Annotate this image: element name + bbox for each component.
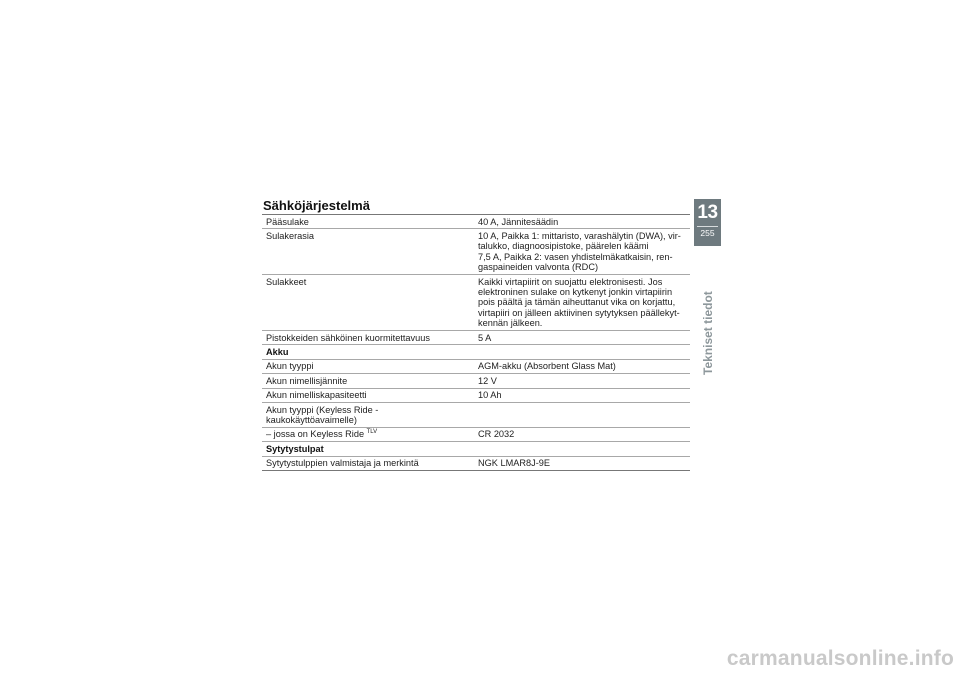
value-line: 5 A: [478, 332, 492, 343]
section-heading-row: [262, 345, 690, 359]
row-value: NGK LMAR8J-9E: [474, 456, 690, 470]
row-value: [474, 215, 690, 229]
row-value: 10 Ah: [474, 388, 690, 402]
badge-divider: [697, 226, 718, 227]
table-row: [262, 275, 690, 331]
watermark: carmanualsonline.info: [726, 647, 954, 670]
value-line: talukko, diagnoosipistoke, päärelen käämi: [478, 241, 649, 252]
row-key: Sulakkeet: [262, 275, 474, 331]
table-row: [262, 403, 690, 428]
row-key: [262, 427, 474, 441]
row-key: Akun tyyppi (Keyless Ride -kaukokäyttöavaimelle): [262, 403, 474, 428]
chapter-badge: [694, 199, 721, 246]
value-line: kennän jälkeen.: [478, 318, 543, 329]
value-line: pois päältä ja tämän aiheuttanut vika on korjattu,: [478, 297, 676, 308]
row-value: 12 V: [474, 374, 690, 388]
table-row: [262, 359, 690, 373]
tlv-superscript: TLV: [366, 429, 378, 436]
value-line: elektroninen sulake on kytkenyt jonkin virtapiirin: [478, 286, 673, 297]
row-key: Pääsulake: [262, 215, 474, 229]
row-key: Pistokkeiden sähköinen kuormitettavuus: [262, 331, 474, 345]
value-line: 7,5 A, Paikka 2: vasen yhdistelmäkatkaisin, ren-: [478, 251, 673, 262]
row-value: [474, 229, 690, 275]
value-line: Kaikki virtapiirit on suojattu elektronisesti. Jos: [478, 276, 663, 287]
page-number: 255: [700, 228, 715, 238]
table-row: [262, 388, 690, 402]
value-line: virtapiiri on jälleen aktiivinen sytytyksen päällekyt-: [478, 307, 680, 318]
section-heading-row: [262, 442, 690, 456]
row-key: Sytytystulppien valmistaja ja merkintä: [262, 456, 474, 470]
table-row: [262, 427, 690, 441]
keyless-key-text: – jossa on Keyless Ride: [266, 429, 365, 440]
row-value: [474, 275, 690, 331]
table-row: [262, 456, 690, 470]
row-value: AGM-akku (Absorbent Glass Mat): [474, 359, 690, 373]
value-line: 40 A, Jännitesäädin: [478, 216, 559, 227]
row-key: Akun tyyppi: [262, 359, 474, 373]
akku-heading: Akku: [262, 345, 690, 359]
table-row: [262, 331, 690, 345]
value-line: 10 A, Paikka 1: mittaristo, varashälytin (DWA), vir-: [478, 230, 681, 241]
chapter-label: Tekniset tiedot: [701, 291, 715, 375]
row-value: [474, 331, 690, 345]
row-value: CR 2032: [474, 427, 690, 441]
row-value: [474, 403, 690, 428]
table-row: [262, 229, 690, 275]
row-key: Sulakerasia: [262, 229, 474, 275]
table-row: [262, 374, 690, 388]
table-row: [262, 215, 690, 229]
row-key: Akun nimelliskapasiteetti: [262, 388, 474, 402]
spec-table: [262, 214, 690, 471]
value-line: gaspaineiden valvonta (RDC): [478, 262, 599, 273]
sytytystulpat-heading: Sytytystulpat: [262, 442, 690, 456]
chapter-number: 13: [697, 202, 718, 223]
section-title: Sähköjärjestelmä: [263, 198, 370, 213]
row-key: Akun nimellisjännite: [262, 374, 474, 388]
